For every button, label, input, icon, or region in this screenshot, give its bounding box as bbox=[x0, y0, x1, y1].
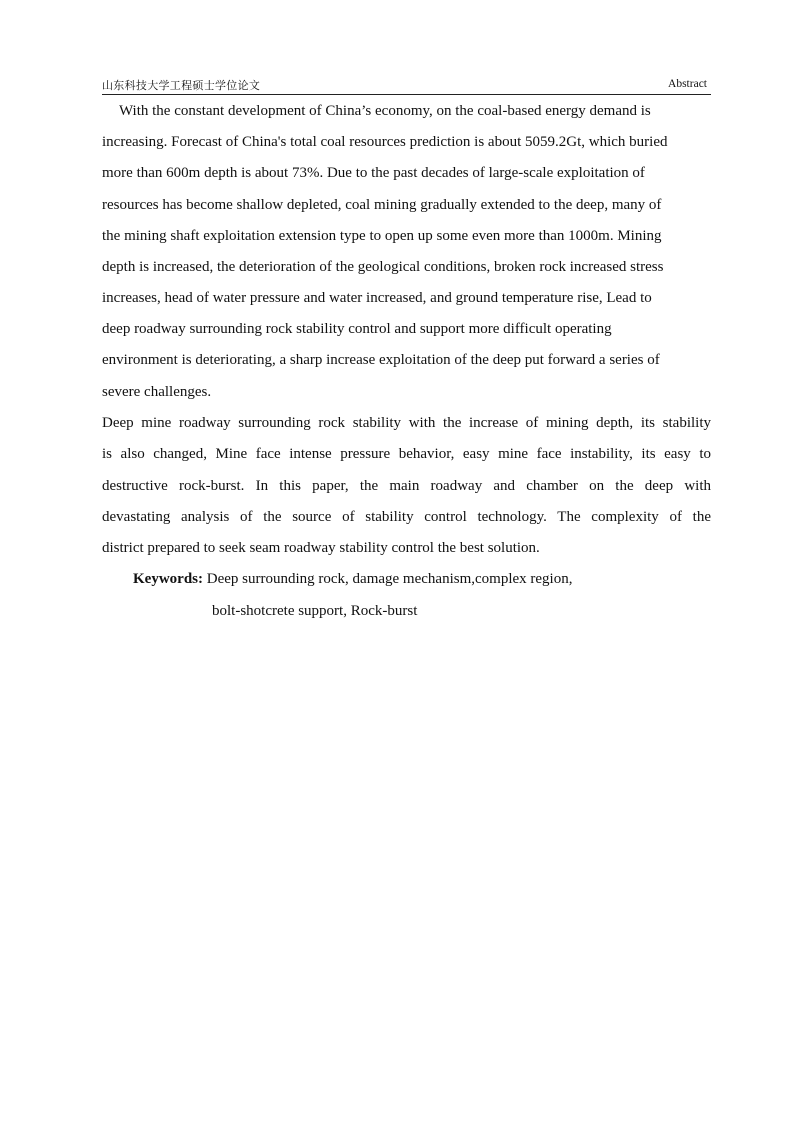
text-line: environment is deteriorating, a sharp increase exploitation of the deep put forward a series of bbox=[102, 352, 660, 368]
text-line: increasing. Forecast of China's total coal resources prediction is about 5059.2Gt, which buried bbox=[102, 134, 668, 150]
keywords-list-part-2: bolt-shotcrete support, Rock-burst bbox=[212, 603, 418, 619]
header-thesis-title: 山东科技大学工程硕士学位论文 bbox=[102, 79, 261, 92]
page-header bbox=[102, 76, 711, 95]
text-line: depth is increased, the deterioration of the geological conditions, broken rock increased stress bbox=[102, 259, 664, 275]
keywords-list-part-1: Deep surrounding rock, damage mechanism,complex region, bbox=[206, 571, 573, 587]
keywords-label: Keywords: bbox=[133, 571, 203, 587]
text-line: severe challenges. bbox=[102, 384, 212, 400]
header-section-name: Abstract bbox=[668, 78, 707, 90]
text-line: is also changed, Mine face intense pressure behavior, easy mine face instability, its easy to bbox=[102, 446, 711, 462]
text-line: the mining shaft exploitation extension type to open up some even more than 1000m. Mining bbox=[102, 228, 662, 244]
text-line: With the constant development of China’s economy, on the coal-based energy demand is bbox=[119, 103, 651, 119]
text-line: resources has become shallow depleted, coal mining gradually extended to the deep, many of bbox=[102, 197, 662, 213]
keywords-line bbox=[133, 569, 572, 589]
text-line: increases, head of water pressure and water increased, and ground temperature rise, Lead to bbox=[102, 290, 652, 306]
text-line: Deep mine roadway surrounding rock stability with the increase of mining depth, its stability bbox=[102, 415, 711, 431]
text-line: more than 600m depth is about 73%. Due to the past decades of large-scale exploitation of bbox=[102, 165, 645, 181]
text-line: district prepared to seek seam roadway stability control the best solution. bbox=[102, 540, 540, 556]
text-line: devastating analysis of the source of stability control technology. The complexity of the bbox=[102, 509, 711, 525]
text-line: deep roadway surrounding rock stability control and support more difficult operating bbox=[102, 321, 612, 337]
text-line: destructive rock-burst. In this paper, the main roadway and chamber on the deep with bbox=[102, 478, 711, 494]
